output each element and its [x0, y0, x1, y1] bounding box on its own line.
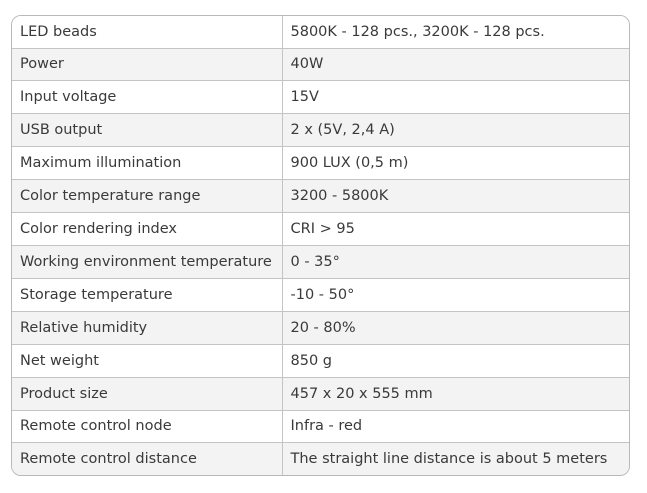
table-row	[12, 180, 629, 213]
row-label: Color temperature range	[12, 180, 282, 213]
row-label: Relative humidity	[12, 311, 282, 344]
table-row	[12, 377, 629, 410]
row-label: Power	[12, 48, 282, 81]
row-value: 5800K - 128 pcs., 3200K - 128 pcs.	[282, 16, 629, 48]
row-value: 40W	[282, 48, 629, 81]
row-value: CRI > 95	[282, 213, 629, 246]
row-value: 0 - 35°	[282, 245, 629, 278]
row-label: Net weight	[12, 344, 282, 377]
row-value: 457 x 20 x 555 mm	[282, 377, 629, 410]
row-label: Remote control distance	[12, 443, 282, 475]
spec-table-container	[11, 15, 630, 476]
table-row	[12, 443, 629, 475]
row-value: 3200 - 5800K	[282, 180, 629, 213]
row-label: Input voltage	[12, 81, 282, 114]
table-row	[12, 114, 629, 147]
row-label: Maximum illumination	[12, 147, 282, 180]
row-label: Product size	[12, 377, 282, 410]
table-row	[12, 410, 629, 443]
table-row	[12, 213, 629, 246]
table-row	[12, 344, 629, 377]
table-row	[12, 245, 629, 278]
row-label: Working environment temperature	[12, 245, 282, 278]
row-value: 15V	[282, 81, 629, 114]
row-label: LED beads	[12, 16, 282, 48]
row-value: Infra - red	[282, 410, 629, 443]
table-row	[12, 48, 629, 81]
row-value: 850 g	[282, 344, 629, 377]
row-label: Remote control node	[12, 410, 282, 443]
spec-table	[12, 16, 629, 475]
table-row	[12, 16, 629, 48]
table-row	[12, 278, 629, 311]
row-value: -10 - 50°	[282, 278, 629, 311]
table-row	[12, 147, 629, 180]
table-row	[12, 81, 629, 114]
row-label: USB output	[12, 114, 282, 147]
row-label: Color rendering index	[12, 213, 282, 246]
row-label: Storage temperature	[12, 278, 282, 311]
row-value: 2 x (5V, 2,4 A)	[282, 114, 629, 147]
row-value: 20 - 80%	[282, 311, 629, 344]
table-row	[12, 311, 629, 344]
row-value: The straight line distance is about 5 meters	[282, 443, 629, 475]
row-value: 900 LUX (0,5 m)	[282, 147, 629, 180]
